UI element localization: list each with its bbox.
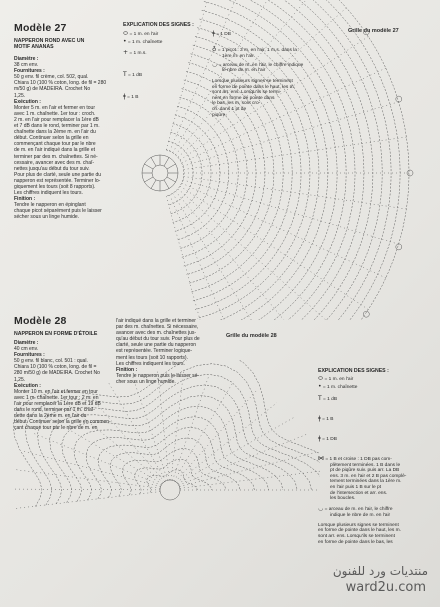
text-line: l'air indiqué dans la grille et terminer <box>116 318 196 324</box>
stitch-column <box>178 189 347 320</box>
legend-27-title: EXPLICATION DES SIGNES : <box>123 22 194 28</box>
legend-item: = 1 m. chaînette <box>127 40 163 45</box>
grid-27-title: Grille du modèle 27 <box>348 28 399 34</box>
text-line: Les chiffres indiquent les tours. <box>116 360 185 367</box>
model-27-title: Modèle 27 <box>14 22 67 34</box>
text-line: avancer avec des m. chaînettes jus- <box>116 330 197 337</box>
round-outline <box>50 385 312 503</box>
text-line: Monter 5 m. en l'air et fermer en tour <box>14 104 95 111</box>
supplies-label: Fournitures : <box>14 352 45 359</box>
round-arc <box>197 28 310 319</box>
round-outline <box>74 406 283 500</box>
text-line: 2 m. en l'air pour remplacer la 1ère dB <box>14 116 99 123</box>
stitch-column <box>180 470 320 488</box>
legend-item: = 1 DB <box>322 437 337 442</box>
model-28-subtitle: NAPPERON EN FORME D'ÉTOILE <box>14 331 98 337</box>
half-double-icon: T <box>123 71 127 78</box>
stitch-column <box>32 433 161 485</box>
stitch-column <box>107 381 166 481</box>
text-line: sécher sous un linge humide. <box>14 214 80 221</box>
arc-icon: ◡ <box>212 60 218 68</box>
text-line: Les chiffres indiquent les tours. <box>14 190 83 197</box>
text-line: çant chaque tour par le nbre de m. en <box>14 425 98 432</box>
text-line: Chiara 10 (100 % coton, long. de fil = 280 <box>14 80 107 87</box>
picot <box>407 170 413 176</box>
legend-item: = 1 m. chaînette <box>322 385 358 390</box>
legend-item: pt de piqûre suiv. puis arr. La DB <box>330 468 400 474</box>
text-line: chaque picot séparément puis le laisser <box>14 208 102 215</box>
watermark-arabic: منتديات ورد للفنون <box>332 564 428 578</box>
slip-stitch-icon: • <box>318 383 322 390</box>
half-double-icon: T <box>318 395 322 402</box>
center-ring-inner <box>152 165 168 181</box>
stitch-column <box>173 0 292 153</box>
text-line: cessaire, avancer avec des m. chaî- <box>14 159 95 166</box>
text-line: avec 1 m. chaînette. 1er tour : croch. <box>14 110 96 117</box>
diameter-value: 40 cm env. <box>14 346 39 353</box>
round-arc <box>175 115 220 231</box>
text-line: Lorsque plusieurs signes se terminent <box>212 79 293 84</box>
stitch-column <box>46 416 162 483</box>
center-spoke <box>144 164 153 169</box>
stitch-column <box>184 176 408 209</box>
legend-item: = 1 dB <box>128 73 143 78</box>
picot <box>396 244 402 250</box>
stitch-column <box>175 0 321 155</box>
text-line: m/50 g) de MADEIRA. Crochet No <box>14 86 91 93</box>
text-line: Chiara 10 (100 % coton, long. de fil = <box>14 364 97 371</box>
legend-item: = 1 dB <box>323 397 338 402</box>
legend-item: = 1 m. en l'air <box>324 377 354 382</box>
single-crochet-icon: + <box>123 49 129 56</box>
slip-stitch-icon: • <box>123 38 127 45</box>
text-line: ment les tours (soit 10 rapports). <box>116 354 188 361</box>
text-line: le bas, les m. sont cro- <box>212 101 261 107</box>
chain-stitch-icon: ⬭ <box>318 375 324 382</box>
round-outline <box>135 459 212 494</box>
round-outline <box>123 449 226 496</box>
stitch-column <box>170 195 260 320</box>
text-line: commençant chaque tour par le nbre <box>14 141 96 148</box>
stitch-column <box>13 489 160 490</box>
finishing-label: Finition : <box>116 366 138 373</box>
text-line: Tendre le napperon puis le laisser sé- <box>116 372 200 379</box>
stitch-column <box>64 402 163 483</box>
text-line: Tendre le napperon en épinglant <box>14 202 86 209</box>
stitch-column <box>180 36 369 160</box>
model-28-title: Modèle 28 <box>14 315 67 327</box>
round-outline <box>13 360 320 507</box>
execution-label: Exécution : <box>14 98 41 105</box>
round-outline <box>62 396 297 502</box>
legend-item: plètement terminées. 1 B dans le <box>330 462 401 468</box>
finishing-label: Finition : <box>14 196 36 203</box>
stitch-column <box>14 492 160 509</box>
text-line: cher sous un linge humide. <box>116 378 176 385</box>
text-line: piqûre. <box>212 112 227 118</box>
stitch-column <box>184 137 408 170</box>
crossed-stitch-icon: ⋈ <box>318 455 324 462</box>
text-line: terminer par des m. chaînettes. Si né- <box>14 153 98 160</box>
stitch-column <box>172 375 209 480</box>
center-spoke <box>144 177 153 182</box>
stitch-column <box>173 193 292 320</box>
legend-item: indique le nbre de m. en l'air <box>330 512 391 518</box>
round-arc <box>193 45 292 301</box>
round-arc <box>208 0 355 320</box>
text-line: clarté, seule une partie du napperon <box>116 342 197 349</box>
legend-item: ens. 3 m. en l'air et 2 B pas complè- <box>330 473 407 479</box>
stitch-column <box>132 375 168 481</box>
star-doily-chart <box>13 360 320 509</box>
legend-item: en l'air puis 1 B sur le pt <box>330 484 382 490</box>
text-line: avec 1 m. chaînette. 1er tour : 2 m. en <box>14 394 99 401</box>
legend-item: = 1 picot : 3 m. en l'air, 1 m.s. dans la <box>217 48 297 53</box>
round-arc <box>222 0 409 320</box>
pineapple-doily-chart <box>142 0 413 320</box>
text-line: 1,25. <box>14 92 26 99</box>
legend-item: de l'intersection et arr. ens. <box>330 490 388 496</box>
text-line: début. Continuer selon la grille en <box>14 135 89 142</box>
grid-28-diagram <box>0 360 320 600</box>
legend-item: = arceau de m. en l'air, le chiffre indique <box>218 62 304 68</box>
round-arc <box>173 124 211 223</box>
legend-item: = 1 B <box>322 417 334 422</box>
center-spoke <box>151 180 156 189</box>
picot <box>396 96 402 102</box>
text-line: sont arr. ens. Lorsqu'ils se terminent <box>318 533 395 539</box>
legend-item: 1ère m. en l'air <box>222 53 254 59</box>
text-line: nette dans la 2ème m. en l'air du <box>14 413 87 420</box>
center-spoke <box>164 157 169 166</box>
legend-item: les boucles. <box>330 496 356 502</box>
arc-icon: ◡ <box>318 505 324 513</box>
stitch-column <box>166 0 225 150</box>
text-line: 1,25. <box>14 376 26 383</box>
legend-28-title: EXPLICATION DES SIGNES : <box>318 368 389 374</box>
legend-item: tement terminées dans la 1ère m. <box>330 479 402 485</box>
center-ring <box>160 480 180 500</box>
text-line: 50 g env. fil blanc, col. 501 : qual. <box>14 358 88 365</box>
treble-icon: ǂ <box>212 30 215 37</box>
legend-28 <box>318 376 428 545</box>
text-line: chaînette dans la 2ème m. en l'air du <box>14 129 96 136</box>
text-line: ch. dans 1 pt de <box>212 106 247 112</box>
center-spoke <box>151 157 156 166</box>
text-line: de m. en l'air indiqué dans la grille et <box>14 147 96 154</box>
stitch-column <box>180 186 369 310</box>
text-line: qu'au début du tour suiv. Pour plus de <box>116 336 200 343</box>
grid-28-title: Grille du modèle 28 <box>226 333 277 339</box>
diameter-label: Diamètre : <box>14 340 39 346</box>
diameter-value: 38 cm env. <box>14 62 39 69</box>
text-line: par des m. chaînettes. Si nécessaire, <box>116 324 199 331</box>
treble-icon: ǂ <box>318 435 321 442</box>
supplies-label: Fournitures : <box>14 68 45 75</box>
stitch-column <box>171 372 184 480</box>
text-line: en forme de pointe dans le bas, les <box>318 539 393 545</box>
round-outline <box>110 438 240 496</box>
text-line: sont arr. ens. Lorsqu'ils se termi- <box>212 90 282 96</box>
text-line: Lorsque plusieurs signes se terminent <box>318 522 399 528</box>
center-spoke <box>167 177 176 182</box>
stitch-column <box>15 470 160 489</box>
double-crochet-icon: ǂ <box>318 415 321 422</box>
text-line: est représentée. Terminer logique- <box>116 348 193 355</box>
stitch-column <box>21 451 160 487</box>
legend-item: le nbre de m. en l'air <box>222 68 266 74</box>
diameter-label: Diamètre : <box>14 56 39 62</box>
text-line: en forme de pointe dans le haut, les m. <box>212 84 295 90</box>
round-arc <box>213 0 373 320</box>
text-line: 50 g env. fil crème, col. 502, qual. <box>14 74 89 81</box>
stitch-column <box>178 417 295 484</box>
stitch-column <box>177 403 277 483</box>
round-outline <box>147 470 198 493</box>
center-spoke <box>164 180 169 189</box>
round-arc <box>184 80 256 266</box>
text-line: et 7 dB dans le rond, terminer par 1 m. <box>14 123 100 130</box>
stitch-column <box>178 7 347 157</box>
picot-icon: ♁ <box>212 46 217 53</box>
round-arc <box>186 71 265 274</box>
round-outline <box>25 364 320 506</box>
legend-item: = 1 m. en l'air <box>129 32 159 37</box>
round-arc <box>204 2 337 321</box>
stitch-column <box>174 381 234 481</box>
text-line: napperon est représentée. Terminer lo- <box>14 177 101 184</box>
subtitle-line: MOTIF ANANAS <box>14 44 54 51</box>
text-line: nent en forme de pointe dans <box>212 95 275 101</box>
round-outline <box>38 374 324 504</box>
legend-item: = 1 B et croise : 1 DB pas com- <box>325 457 392 462</box>
round-arc <box>206 0 346 320</box>
stitch-column <box>170 0 260 151</box>
legend-item: = 1 m.s. <box>129 51 147 56</box>
text-line: Monter 10 m. en l'air et fermer en tour <box>14 388 98 395</box>
text-line: l'air pour remplacer la 1ère dB et 19 dB <box>14 400 101 407</box>
execution-label: Exécution : <box>14 382 41 389</box>
chain-stitch-icon: ⬭ <box>123 30 129 37</box>
text-line: en forme de pointe dans le haut, les m. <box>318 528 401 534</box>
stitch-column <box>158 371 170 480</box>
double-crochet-icon: ǂ <box>123 93 126 100</box>
subtitle-line: NAPPERON ROND AVEC UN <box>14 38 85 44</box>
text-line: dans le rond, terminer par 1 m. chaî- <box>14 407 95 414</box>
round-outline <box>86 417 269 499</box>
round-arc <box>217 0 391 320</box>
text-line: 280 m/50 g) de MADEIRA. Crochet No <box>14 370 100 377</box>
picot <box>363 29 369 35</box>
text-line: giquement les tours (soit 8 rapports). <box>14 183 96 190</box>
stitch-column <box>166 196 225 320</box>
round-arc <box>182 89 247 258</box>
legend-item: = 1 B <box>127 95 139 100</box>
legend-item: = 1 DB <box>216 32 231 37</box>
stitch-column <box>179 451 319 486</box>
text-line: Pour plus de clarté, seule une partie du <box>14 171 101 178</box>
text-line: nettes jusqu'au début du tour suiv. <box>14 165 90 172</box>
center-spoke <box>167 164 176 169</box>
legend-item: = arceau de m. en l'air, le chiffre <box>324 507 393 513</box>
round-arc <box>215 0 382 320</box>
text-line: début. Continuer selon la grille en commen- <box>14 419 111 426</box>
watermark-url: ward2u.com <box>345 580 426 595</box>
round-arc <box>211 0 364 320</box>
